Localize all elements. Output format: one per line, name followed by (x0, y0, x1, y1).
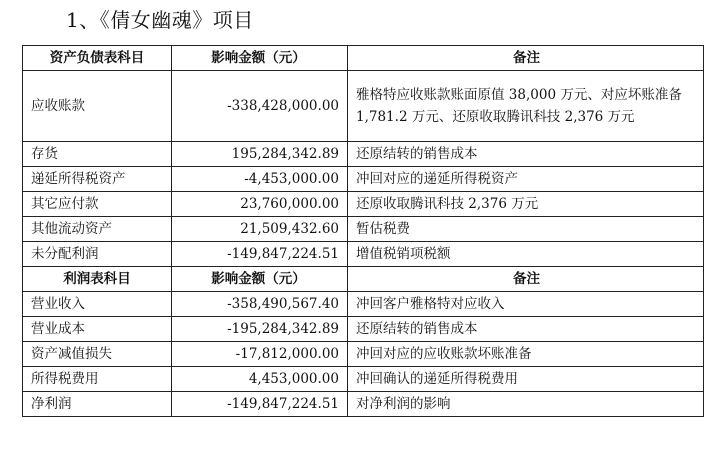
row-item: 营业成本 (23, 317, 172, 342)
row-note: 还原收取腾讯科技 2,376 万元 (348, 192, 704, 217)
row-amount: -17,812,000.00 (172, 342, 348, 367)
table-row (23, 367, 704, 392)
balance-sheet-header-item: 资产负债表科目 (23, 46, 172, 71)
row-note: 冲回对应的递延所得税资产 (348, 167, 704, 192)
row-amount: 195,284,342.89 (172, 142, 348, 167)
balance-sheet-header-row (23, 46, 704, 71)
row-note: 增值税销项税额 (348, 242, 704, 267)
row-amount: -149,847,224.51 (172, 242, 348, 267)
table-row (23, 392, 704, 417)
row-note: 对净利润的影响 (348, 392, 704, 417)
table-row (23, 317, 704, 342)
table-row (23, 192, 704, 217)
row-item: 递延所得税资产 (23, 167, 172, 192)
row-note: 冲回确认的递延所得税费用 (348, 367, 704, 392)
income-statement-header-note: 备注 (348, 267, 704, 292)
row-item: 其它应付款 (23, 192, 172, 217)
income-statement-header-row (23, 267, 704, 292)
row-item: 其他流动资产 (23, 217, 172, 242)
row-note: 暂估税费 (348, 217, 704, 242)
row-amount: -195,284,342.89 (172, 317, 348, 342)
row-item: 资产减值损失 (23, 342, 172, 367)
table-row (23, 342, 704, 367)
row-item: 未分配利润 (23, 242, 172, 267)
table-row (23, 167, 704, 192)
row-amount: 21,509,432.60 (172, 217, 348, 242)
income-statement-header-item: 利润表科目 (23, 267, 172, 292)
balance-sheet-header-note: 备注 (348, 46, 704, 71)
adjustment-table (22, 45, 704, 417)
row-item: 存货 (23, 142, 172, 167)
row-amount: 4,453,000.00 (172, 367, 348, 392)
row-note: 雅格特应收账款账面原值 38,000 万元、对应坏账准备 1,781.2 万元、还原收取腾讯科技 2,376 万元 (348, 71, 704, 142)
table-row (23, 242, 704, 267)
row-amount: -149,847,224.51 (172, 392, 348, 417)
row-item: 所得税费用 (23, 367, 172, 392)
income-statement-header-amount: 影响金额（元） (172, 267, 348, 292)
table-row (23, 71, 704, 142)
row-amount: -358,490,567.40 (172, 292, 348, 317)
table-row (23, 292, 704, 317)
row-note: 冲回客户雅格特对应收入 (348, 292, 704, 317)
row-amount: -4,453,000.00 (172, 167, 348, 192)
row-note: 还原结转的销售成本 (348, 317, 704, 342)
row-note: 冲回对应的应收账款坏账准备 (348, 342, 704, 367)
balance-sheet-header-amount: 影响金额（元） (172, 46, 348, 71)
row-note: 还原结转的销售成本 (348, 142, 704, 167)
row-item: 营业收入 (23, 292, 172, 317)
table-row (23, 142, 704, 167)
table-row (23, 217, 704, 242)
row-amount: 23,760,000.00 (172, 192, 348, 217)
row-item: 净利润 (23, 392, 172, 417)
row-amount: -338,428,000.00 (172, 71, 348, 142)
row-item: 应收账款 (23, 71, 172, 142)
section-heading: 1、《倩女幽魂》项目 (66, 8, 254, 32)
